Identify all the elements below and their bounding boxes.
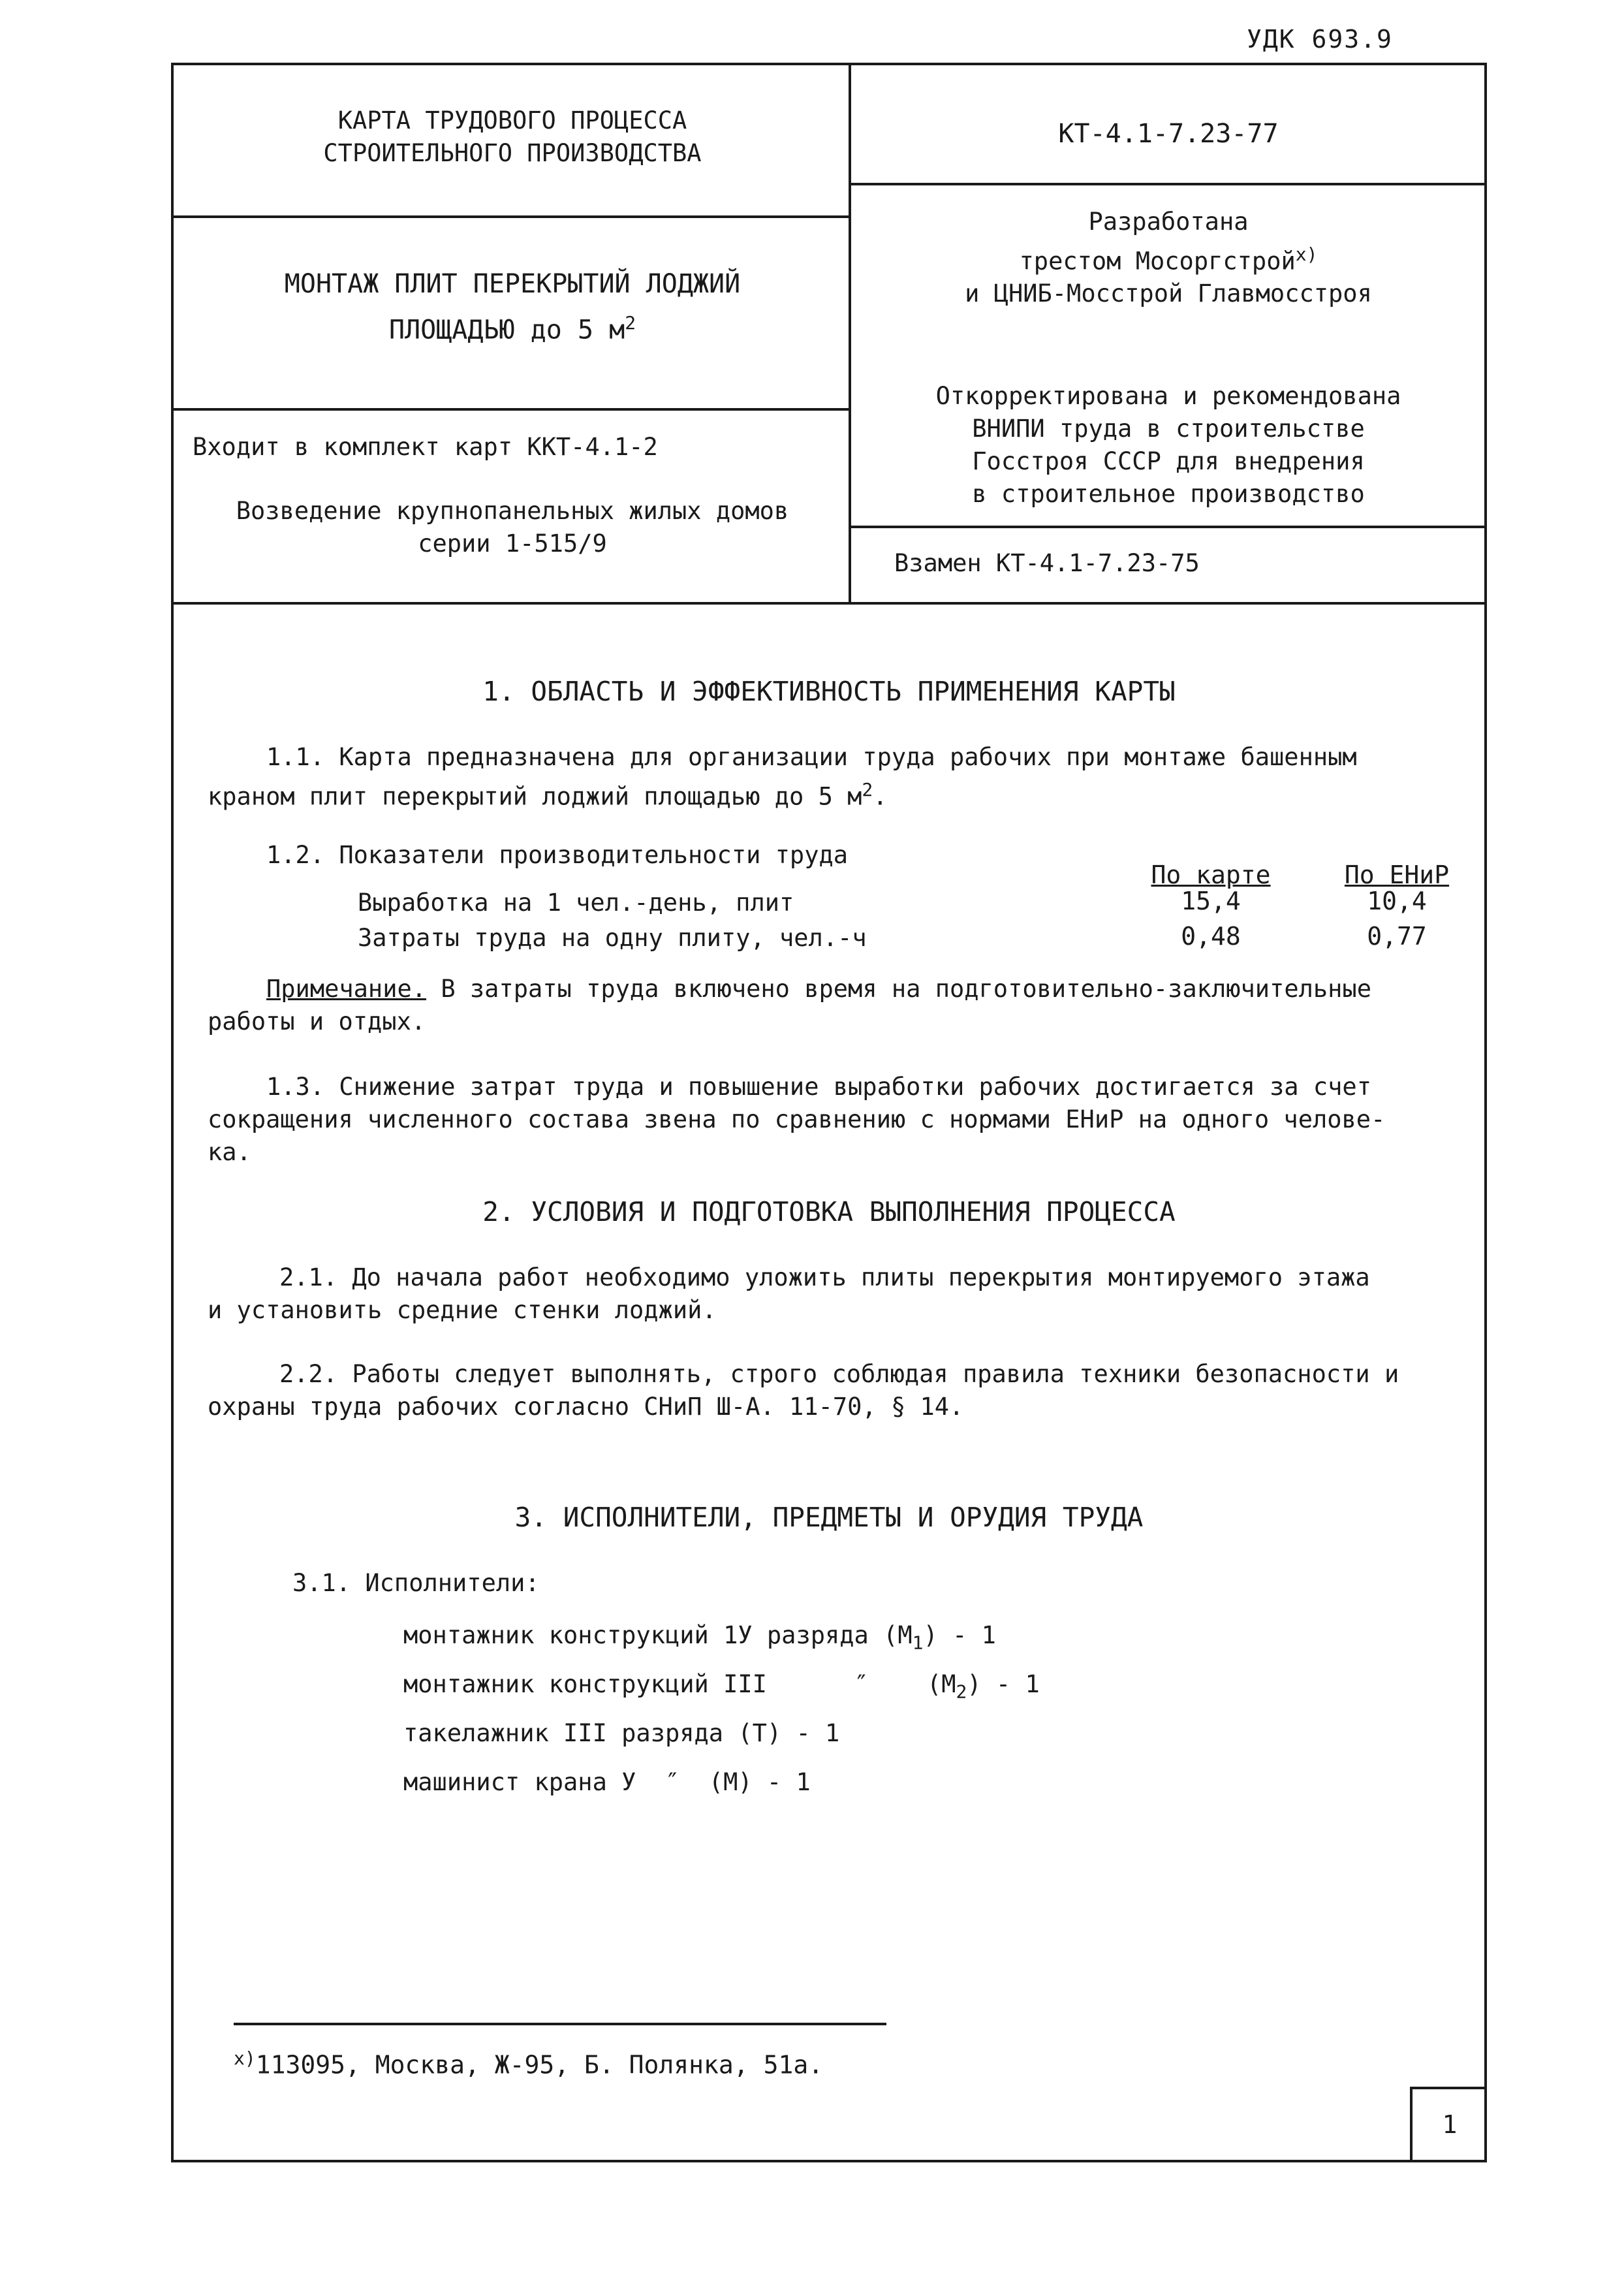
- series-line-1: Возведение крупнопанельных жилых домов: [236, 497, 789, 525]
- paragraph-2-2: [208, 1358, 1480, 1423]
- section-2-heading: 2. УСЛОВИЯ И ПОДГОТОВКА ВЫПОЛНЕНИЯ ПРОЦЕССА: [482, 1196, 1176, 1227]
- card-title-line-1: МОНТАЖ ПЛИТ ПЕРЕКРЫТИЙ ЛОДЖИЙ: [284, 269, 741, 299]
- paragraph-1-1-line-2-text: краном плит перекрытий лоджий площадью до 5 м: [208, 782, 862, 811]
- title-area-unit-sup: 2: [625, 312, 636, 334]
- replaces-card: Взамен КТ-4.1-7.23-75: [894, 549, 1200, 577]
- note-line-2: работы и отдых.: [208, 1007, 426, 1036]
- worker-2-count: ) - 1: [967, 1670, 1040, 1698]
- header-divider-vertical: [849, 63, 851, 605]
- udk-code: УДК 693.9: [1247, 25, 1393, 54]
- paragraph-1-3: [208, 1071, 1480, 1169]
- card-title: [189, 264, 835, 349]
- column-header-card: По карте: [1151, 861, 1271, 889]
- column-header-enir: По ЕНиР: [1344, 861, 1450, 889]
- paragraph-2-1: [208, 1261, 1480, 1327]
- card-code: КТ-4.1-7.23-77: [1058, 119, 1279, 149]
- worker-1-count: ) - 1: [923, 1621, 996, 1649]
- card-type: [189, 104, 835, 170]
- paragraph-1-1-line-1: 1.1. Карта предназначена для организации труда рабочих при монтаже башенным: [266, 743, 1357, 771]
- corrected-line-2: ВНИПИ труда в строительстве: [972, 415, 1365, 443]
- paragraph-1-3-line-1: 1.3. Снижение затрат труда и повышение выработки рабочих достигается за счет: [266, 1073, 1371, 1101]
- corrected-by: [855, 380, 1482, 511]
- paragraph-2-1-line-2: и установить средние стенки лоджий.: [208, 1296, 717, 1324]
- productivity-row-1-card: 15,4: [1181, 887, 1241, 915]
- header-divider-left-2: [171, 408, 850, 411]
- worker-1-text: монтажник конструкций 1У разряда: [403, 1621, 869, 1649]
- card-set: Входит в комплект карт ККТ-4.1-2: [193, 433, 658, 461]
- paragraph-2-2-line-1: 2.2. Работы следует выполнять, строго соблюдая правила техники безопасности и: [279, 1360, 1399, 1388]
- worker-2-sub: 2: [956, 1681, 967, 1703]
- card-type-line-1: КАРТА ТРУДОВОГО ПРОЦЕССА: [337, 106, 687, 134]
- developed-line-2-text: трестом Мосоргстрой: [1019, 247, 1296, 276]
- productivity-row-label-1: Выработка на 1 чел.-день, плит: [358, 889, 794, 917]
- productivity-row-2-card: 0,48: [1181, 922, 1241, 951]
- productivity-row-2-enir: 0,77: [1367, 922, 1427, 951]
- footnote-text: 113095, Москва, Ж-95, Б. Полянка, 51а.: [255, 2050, 824, 2080]
- card-type-line-2: СТРОИТЕЛЬНОГО ПРОИЗВОДСТВА: [323, 139, 702, 167]
- worker-1-sub: 1: [912, 1632, 924, 1654]
- productivity-row-1-enir: 10,4: [1367, 887, 1427, 915]
- corrected-line-4: в строительное производство: [972, 480, 1365, 508]
- header-divider-left-1: [171, 215, 850, 218]
- building-series: [189, 495, 835, 560]
- section-1-heading: 1. ОБЛАСТЬ И ЭФФЕКТИВНОСТЬ ПРИМЕНЕНИЯ КАРТЫ: [482, 676, 1176, 707]
- note: [208, 973, 1480, 1038]
- footnote-ref-mark: x): [1295, 244, 1318, 265]
- paragraph-2-2-line-2: охраны труда рабочих согласно СНиП Ш-А. 11-70, § 14.: [208, 1393, 964, 1421]
- card-title-line-2: [189, 304, 835, 349]
- worker-2-code: (М: [926, 1670, 956, 1698]
- productivity-row-label-2: Затраты труда на одну плиту, чел.-ч: [358, 924, 867, 952]
- card-title-line-2-text: ПЛОЩАДЬЮ до 5 м: [388, 315, 625, 345]
- area-unit-sup: 2: [862, 779, 873, 800]
- worker-4: машинист крана У ″ (М) - 1: [403, 1768, 811, 1796]
- header-divider-right-1: [849, 183, 1487, 185]
- worker-1: [403, 1619, 996, 1659]
- paragraph-1-1-line-2: краном плит перекрытий лоджий площадью до 5 $м^2$.: [208, 779, 888, 811]
- corrected-line-3: Госстроя СССР для внедрения: [972, 447, 1365, 475]
- note-line-1: В затраты труда включено время на подготовительно-заключительные: [441, 975, 1371, 1003]
- footnote-rule: [234, 2023, 886, 2025]
- note-label: Примечание.: [266, 975, 427, 1003]
- developed-line-2: [855, 238, 1482, 277]
- footnote: [234, 2042, 823, 2081]
- worker-1-code: (М: [883, 1621, 913, 1649]
- paragraph-1-2: 1.2. Показатели производительности труда: [266, 841, 849, 869]
- section-3-heading: 3. ИСПОЛНИТЕЛИ, ПРЕДМЕТЫ И ОРУДИЯ ТРУДА: [514, 1502, 1144, 1533]
- developed-line-1: Разработана: [1088, 208, 1249, 236]
- paragraph-1-1: [208, 741, 1480, 813]
- developed-line-3: и ЦНИБ-Мосстрой Главмосстроя: [965, 279, 1372, 308]
- paragraph-2-1-line-1: 2.1. До начала работ необходимо уложить плиты перекрытия монтируемого этажа: [279, 1263, 1370, 1291]
- paragraph-1-3-line-3: ка.: [208, 1138, 251, 1166]
- paragraph-1-3-line-2: сокращения численного состава звена по сравнению с нормами ЕНиР на одного челове-: [208, 1105, 1386, 1133]
- developed-by: [855, 206, 1482, 310]
- paragraph-3-1: 3.1. Исполнители:: [292, 1569, 540, 1597]
- worker-3: такелажник III разряда (Т) - 1: [403, 1719, 840, 1747]
- footnote-mark: x): [234, 2048, 256, 2069]
- page-number: 1: [1410, 2087, 1487, 2162]
- worker-2: [403, 1668, 1040, 1708]
- series-line-2: серии 1-515/9: [418, 530, 607, 558]
- header-divider-right-2: [849, 526, 1487, 528]
- worker-2-text: монтажник конструкций III ″: [403, 1670, 869, 1698]
- header-bottom-rule: [171, 602, 1487, 605]
- corrected-line-1: Откорректирована и рекомендована: [935, 382, 1401, 410]
